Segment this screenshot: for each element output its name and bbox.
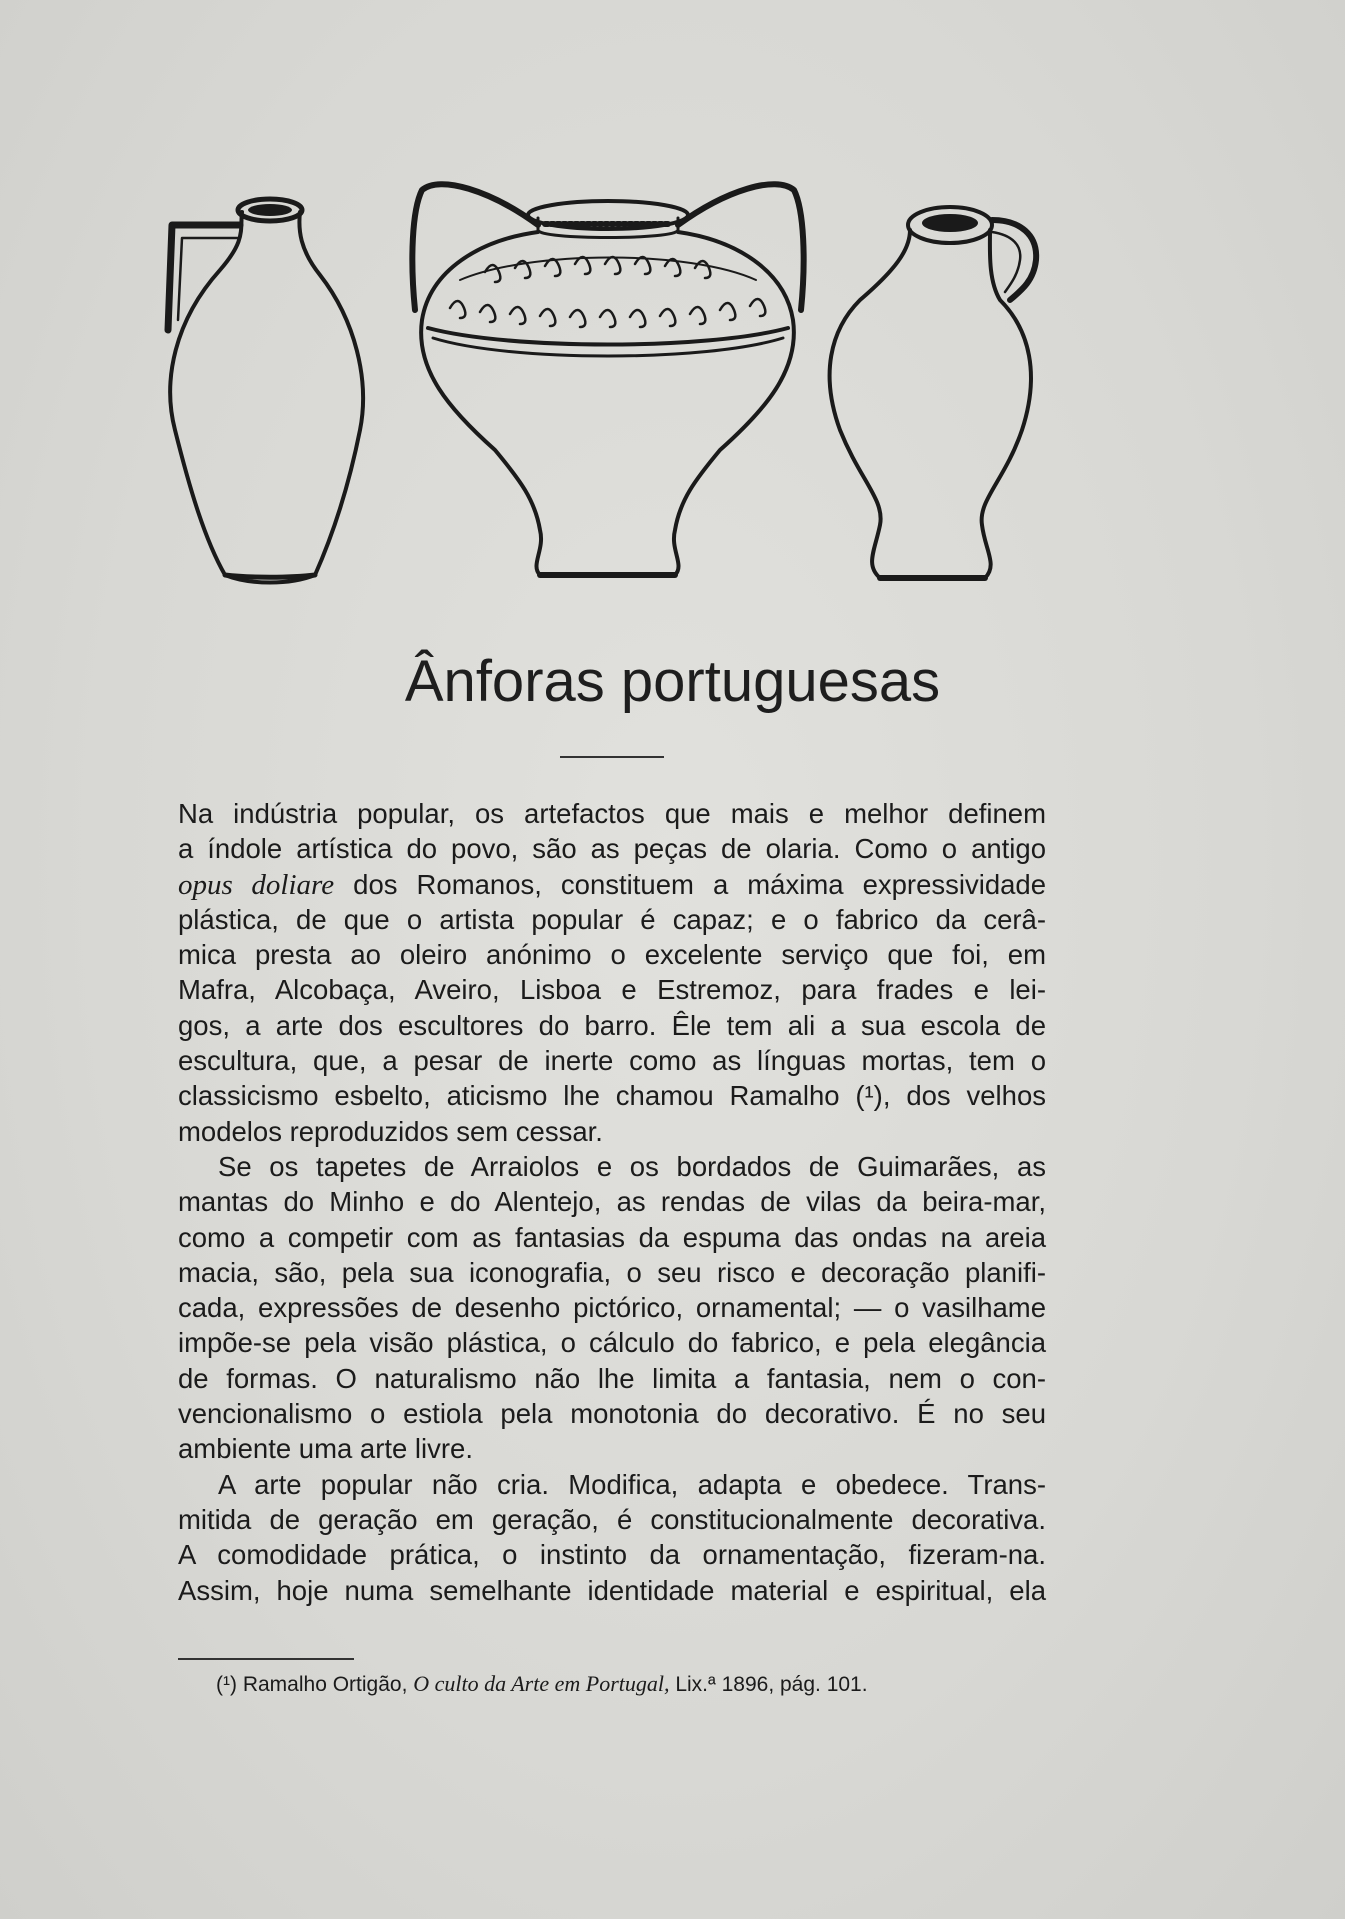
amphora-center-icon <box>412 184 803 575</box>
text-line: a índole artística do povo, são as peças de olaria. Como o antigo <box>178 833 1046 865</box>
text-line: classicismo esbelto, aticismo lhe chamou Ramalho (¹), dos velhos <box>178 1080 1046 1112</box>
text-line: Assim, hoje numa semelhante identidade material e espiritual, ela <box>178 1574 1046 1606</box>
italic-phrase: opus doliare <box>178 868 335 901</box>
text-line: A arte popular não cria. Modifica, adapta e obedece. Trans- <box>218 1468 1046 1500</box>
footnote <box>216 1670 1046 1699</box>
text-line: de formas. O naturalismo não lhe limita a fantasia, nem o con- <box>178 1362 1046 1394</box>
footnote-details: Lix.ª 1896, pág. 101. <box>669 1673 868 1696</box>
text-line: mantas do Minho e do Alentejo, as rendas de vilas da beira-mar, <box>178 1186 1046 1218</box>
amphorae-illustration <box>150 180 1070 600</box>
jug-left-icon <box>168 199 363 583</box>
text-line: escultura, que, a pesar de inerte como as línguas mortas, tem o <box>178 1045 1046 1077</box>
text-fragment: dos Romanos, constituem a máxima expressividade <box>334 868 1047 900</box>
text-line: modelos reproduzidos sem cessar. <box>178 1115 603 1147</box>
text-line: mica presta ao oleiro anónimo o excelente serviço que foi, em <box>178 939 1046 971</box>
footnote-work-title: O culto da Arte em Portugal, <box>413 1671 670 1696</box>
text-line: vencionalismo o estiola pela monotonia do decorativo. É no seu <box>178 1398 1046 1430</box>
page-title: Ânforas portuguesas <box>404 649 941 714</box>
text-line: como a competir com as fantasias da espuma das ondas na areia <box>178 1221 1046 1253</box>
text-line <box>178 867 1046 902</box>
text-line: cada, expressões de desenho pictórico, ornamental; — o vasilhame <box>178 1292 1046 1324</box>
text-line: impõe-se pela visão plástica, o cálculo do fabrico, e pela elegância <box>178 1327 1046 1359</box>
text-line: Na indústria popular, os artefactos que mais e melhor definem <box>178 798 1046 829</box>
footnote-divider <box>178 1658 354 1660</box>
body-text <box>178 796 1046 1608</box>
text-line: plástica, de que o artista popular é capaz; e o fabrico da cerâ- <box>178 903 1046 935</box>
text-line: macia, são, pela sua iconografia, o seu risco e decoração planifi- <box>178 1256 1046 1288</box>
text-line: A comodidade prática, o instinto da ornamentação, fizeram-na. <box>178 1539 1046 1571</box>
footnote-author: Ramalho Ortigão, <box>242 1673 414 1696</box>
jug-right-icon <box>830 207 1037 578</box>
text-line: Mafra, Alcobaça, Aveiro, Lisboa e Estremoz, para frades e lei- <box>178 974 1046 1006</box>
text-line: gos, a arte dos escultores do barro. Êle tem ali a sua escola de <box>178 1009 1046 1041</box>
title-divider <box>560 756 664 758</box>
text-line: ambiente uma arte livre. <box>178 1433 473 1465</box>
footnote-mark: (¹) <box>216 1673 237 1696</box>
text-line: mitida de geração em geração, é constitucionalmente decorativa. <box>178 1503 1046 1535</box>
text-line: Se os tapetes de Arraiolos e os bordados de Guimarães, as <box>218 1150 1046 1182</box>
